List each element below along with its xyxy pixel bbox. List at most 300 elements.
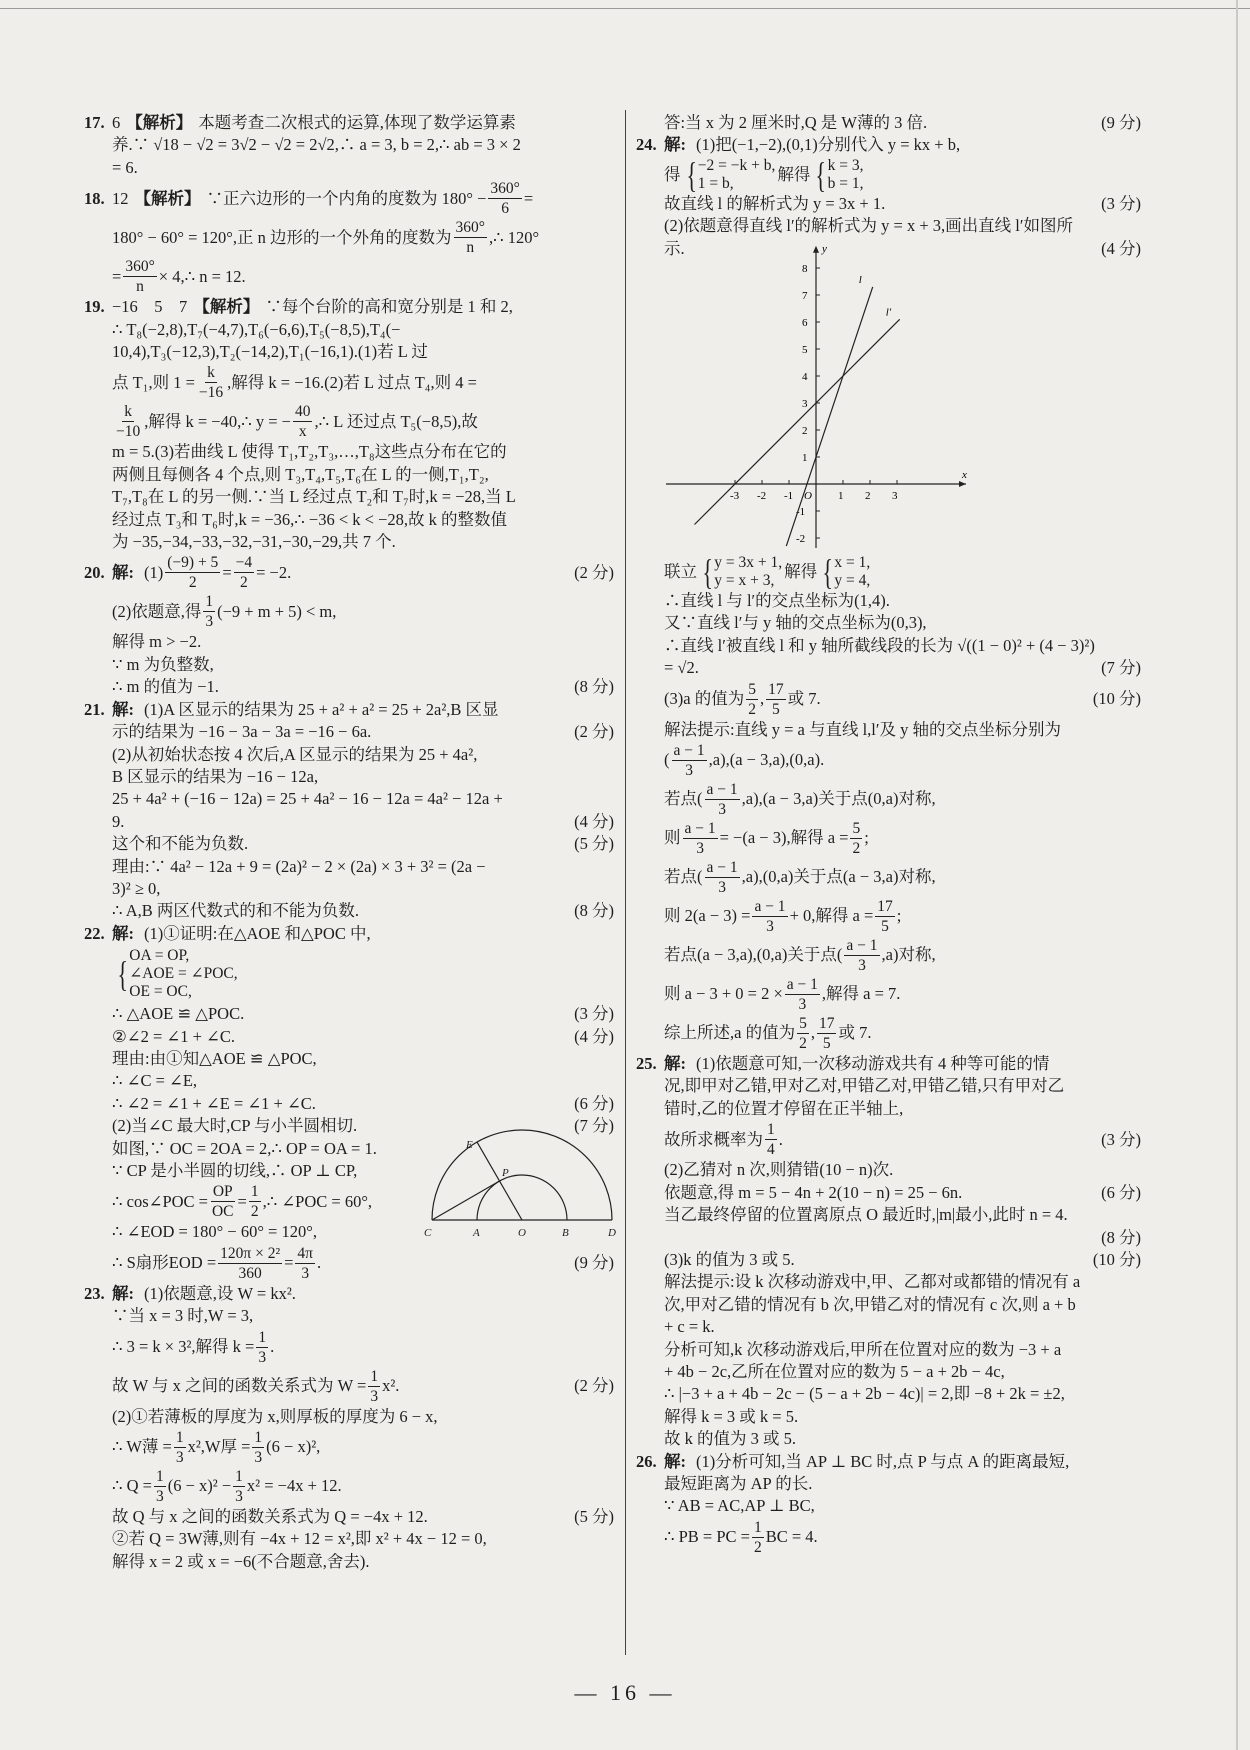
fraction: [705, 858, 740, 897]
score-label: (8 分): [574, 677, 614, 697]
numerator: 4π: [297, 1244, 313, 1262]
question-line: [84, 1283, 614, 1305]
question-number: 18.: [84, 188, 105, 208]
fraction: [850, 819, 862, 858]
text-segment: 解得: [784, 561, 818, 581]
numerator: 40: [294, 403, 311, 421]
numerator: 1: [753, 1518, 762, 1536]
denominator: OC: [211, 1203, 234, 1221]
text-line: [636, 238, 1141, 260]
fraction: [785, 975, 820, 1014]
numerator: 1: [254, 1429, 263, 1447]
score-label: (4 分): [574, 811, 614, 831]
question-line: [636, 1053, 1141, 1075]
text-segment: (3)k 的值为 3 或 5.: [664, 1249, 795, 1269]
fraction: [752, 897, 787, 936]
system-rows: [698, 157, 776, 193]
text-segment: + 4b − 2c,乙所在位置对应的数为 5 − a + 2b − 4c,: [664, 1361, 1005, 1381]
text-line: [84, 592, 614, 631]
denominator: 3: [718, 879, 726, 897]
denominator: 6: [501, 200, 509, 218]
question-line: [84, 553, 614, 592]
denominator: 3: [370, 1387, 379, 1405]
score-label: (3 分): [1101, 193, 1141, 213]
denominator: 3: [858, 957, 866, 975]
text-line: [84, 1328, 614, 1367]
score-label: (2 分): [574, 1375, 614, 1395]
text-line: [636, 552, 1141, 593]
text-segment: 这个和不能为负数.: [112, 834, 249, 854]
fraction: [293, 402, 313, 441]
fraction: [123, 257, 156, 296]
text-segment: ,∴ 120°: [488, 227, 540, 247]
numerator: OP: [212, 1183, 233, 1201]
system-row: y = 3x + 1,: [714, 554, 783, 572]
score-label: (8 分): [574, 901, 614, 921]
system-rows: [828, 157, 864, 193]
text-segment: = 6.: [112, 157, 138, 177]
text-line: [84, 1244, 614, 1283]
y-tick-label: -2: [796, 533, 806, 546]
text-line: [636, 1227, 1141, 1249]
denominator: x: [298, 423, 307, 441]
text-line: [84, 341, 614, 363]
text-line: [84, 363, 614, 402]
text-segment: ∵每个台阶的高和宽分别是 1 和 2,: [265, 297, 513, 317]
fraction: [705, 780, 740, 819]
y-tick-label: 6: [802, 317, 808, 330]
text-line: [84, 531, 614, 553]
text-segment: (2)依题意得直线 l′的解析式为 y = x + 3,画出直线 l′如图所: [664, 216, 1073, 236]
denominator: 2: [250, 1203, 259, 1221]
text-segment: 若点(a − 3,a),(0,a)关于点(: [664, 945, 843, 965]
label-p: P: [502, 1166, 509, 1179]
text-segment: 故 Q 与 x 之间的函数关系式为 Q = −4x + 12.: [112, 1507, 428, 1527]
text-segment: m = 5.(3)若曲线 L 使得 T₁,T₂,T₃,…,T₈这些点分布在它的: [112, 442, 507, 462]
label-a: A: [473, 1226, 480, 1239]
numerator: (−9) + 5: [167, 554, 219, 572]
system-rows: [834, 554, 870, 590]
question-number: 17.: [84, 113, 105, 132]
denominator: −16: [198, 384, 224, 402]
text-segment: BC = 4.: [765, 1527, 818, 1547]
text-line: [84, 1406, 614, 1428]
text-segment: ∴ A,B 两区代数式的和不能为负数.: [112, 901, 360, 921]
scan-edge: [1236, 0, 1238, 1750]
text-segment: 综上所述,a 的值为: [664, 1023, 796, 1043]
numerator: 360°: [125, 258, 155, 276]
text-segment: 本题考查二次根式的运算,体现了数学运算素: [198, 113, 516, 132]
text-segment: ∴ m 的值为 −1.: [112, 677, 219, 697]
text-segment: 12: [112, 188, 129, 208]
text-segment: 故直线 l 的解析式为 y = 3x + 1.: [664, 193, 886, 213]
text-line: [84, 654, 614, 676]
text-segment: ∵ AB = AC,AP ⊥ BC,: [664, 1496, 815, 1516]
denominator: 3: [685, 762, 693, 780]
text-segment: + c = k.: [664, 1317, 715, 1337]
text-line: [636, 193, 1141, 215]
solution-label: 解:: [664, 135, 686, 155]
numerator: k: [207, 364, 215, 382]
fraction: [233, 1467, 245, 1506]
brace-icon: {: [117, 954, 128, 995]
denominator: n: [136, 278, 144, 296]
numerator: 17: [818, 1015, 835, 1033]
text-segment: ∴ |−3 + a + 4b − 2c − (5 − a + 2b − 4c)| = 2,即 −8 + 2k = ±2,: [664, 1384, 1065, 1404]
y-tick-label: 4: [802, 371, 808, 384]
text-segment: 则: [664, 828, 681, 848]
text-line: [84, 1506, 614, 1528]
text-segment: (1)依题意可知,一次移动游戏共有 4 种等可能的情: [696, 1054, 1050, 1074]
numerator: 1: [250, 1183, 259, 1201]
text-line: [84, 1070, 614, 1092]
text-line: [636, 1182, 1141, 1204]
text-line: [84, 1367, 614, 1406]
fraction: [249, 1182, 261, 1221]
text-line: [636, 780, 1141, 819]
tangent-cp: [432, 1181, 500, 1220]
question-number: 26.: [636, 1451, 657, 1471]
text-segment: ,a),(a − 3,a),(0,a).: [708, 750, 825, 770]
text-segment: −16 5 7: [112, 297, 188, 317]
numerator: 5: [799, 1015, 807, 1033]
text-segment: (1)A 区显示的结果为 25 + a² + a² = 25 + 2a²,B 区显: [144, 699, 499, 719]
text-line: [636, 1159, 1141, 1181]
score-label: (8 分): [1101, 1227, 1141, 1247]
text-segment: 解得 x = 2 或 x = −6(不合题意,舍去).: [112, 1551, 370, 1571]
text-segment: 25 + 4a² + (−16 − 12a) = 25 + 4a² − 16 − 12a = 4a² − 12a +: [112, 789, 503, 809]
system-row: b = 1,: [827, 174, 864, 192]
text-line: [636, 1098, 1141, 1120]
score-label: (5 分): [574, 1507, 614, 1527]
text-segment: ∵当 x = 3 时,W = 3,: [112, 1306, 254, 1326]
system-row: k = 3,: [827, 156, 864, 174]
text-line: [636, 819, 1141, 858]
system-rows: [714, 554, 782, 590]
equation-system: [812, 154, 864, 195]
text-line: [84, 631, 614, 653]
text-line: [84, 1026, 614, 1048]
label-b: B: [562, 1226, 569, 1239]
text-segment: 得: [664, 164, 681, 184]
text-line: [84, 402, 614, 441]
denominator: 5: [771, 700, 780, 718]
text-line: [636, 154, 1141, 195]
score-label: (7 分): [1101, 658, 1141, 678]
text-segment: (1)分析可知,当 AP ⊥ BC 时,点 P 与点 A 的距离最短,: [696, 1451, 1070, 1471]
numerator: a − 1: [754, 898, 786, 916]
denominator: 5: [881, 918, 889, 936]
text-line: [636, 657, 1141, 679]
text-line: [84, 1003, 614, 1025]
denominator: 3: [766, 918, 774, 936]
solution-label: 解:: [112, 1283, 134, 1303]
denominator: 2: [852, 840, 861, 858]
denominator: n: [466, 239, 475, 257]
text-segment: .: [270, 1336, 275, 1356]
y-tick-label: 3: [802, 398, 808, 411]
text-segment: B 区显示的结果为 −16 − 12a,: [112, 766, 319, 786]
text-segment: ∴ cos∠POC =: [112, 1191, 208, 1211]
text-segment: (1): [144, 562, 164, 582]
y-axis-label: y: [822, 242, 827, 255]
text-line: [84, 441, 614, 463]
text-segment: ,: [759, 688, 765, 708]
text-line: [84, 1467, 614, 1506]
question-number: 24.: [636, 135, 657, 155]
text-segment: ;: [896, 906, 902, 926]
line-label: l: [858, 273, 862, 286]
score-label: (4 分): [1101, 238, 1141, 258]
text-line: [84, 509, 614, 531]
text-segment: ,解得 k = −16.(2)若 L 过点 T₄,则 4 =: [227, 372, 477, 392]
text-segment: (2)依题意,得: [112, 601, 202, 621]
text-line: [636, 635, 1141, 657]
fraction: [746, 680, 758, 719]
denominator: 360: [238, 1264, 262, 1282]
fraction: [454, 218, 487, 257]
y-tick-label: 7: [802, 290, 808, 303]
numerator: 5: [748, 680, 756, 698]
text-line: [84, 157, 614, 179]
numerator: a − 1: [786, 976, 818, 994]
text-segment: 9.: [112, 811, 125, 831]
system-row: ∠AOE = ∠POC,: [129, 965, 238, 983]
label-d: D: [608, 1226, 616, 1239]
text-segment: =: [284, 1253, 294, 1273]
text-segment: 又∵直线 l′与 y 轴的交点坐标为(0,3),: [664, 613, 927, 633]
numerator: 1: [205, 593, 214, 611]
text-segment: 若点(: [664, 867, 703, 887]
text-line: [636, 936, 1141, 975]
text-segment: ∵正六边形的一个内角的度数为 180° −: [206, 188, 487, 208]
fraction: [154, 1467, 166, 1506]
denominator: 3: [696, 840, 704, 858]
text-segment: (1)把(−1,−2),(0,1)分别代入 y = kx + b,: [696, 135, 961, 155]
text-segment: ,a),(0,a)关于点(a − 3,a)对称,: [741, 867, 936, 887]
denominator: −10: [116, 423, 141, 441]
text-line: [636, 215, 1141, 237]
numerator: −4: [235, 554, 253, 572]
text-segment: =: [237, 1191, 247, 1211]
score-label: (6 分): [1101, 1182, 1141, 1202]
text-line: [84, 878, 614, 900]
fraction: [765, 1120, 777, 1159]
text-segment: ∴ △AOE ≌ △POC.: [112, 1004, 245, 1024]
score-label: (2 分): [574, 562, 614, 582]
numerator: 1: [767, 1121, 775, 1139]
x-tick-label: -2: [757, 490, 767, 503]
text-segment: ;: [864, 828, 869, 848]
text-segment: 解得 k = 3 或 k = 5.: [664, 1406, 799, 1426]
text-segment: ,a),(a − 3,a)关于点(0,a)对称,: [741, 789, 936, 809]
equation-system: [114, 947, 238, 1001]
text-line: [84, 134, 614, 156]
score-label: (10 分): [1092, 1249, 1141, 1269]
denominator: 2: [748, 700, 756, 718]
semicircle-figure: [422, 1138, 622, 1248]
fraction: [817, 1014, 837, 1053]
denominator: 3: [254, 1449, 263, 1467]
brace-icon: {: [822, 552, 833, 593]
text-line: [84, 721, 614, 743]
numerator: a − 1: [706, 859, 738, 877]
text-segment: ,: [810, 1023, 815, 1043]
text-segment: ∴ S扇形EOD =: [112, 1253, 217, 1273]
text-segment: 示的结果为 −16 − 3a − 3a = −16 − 6a.: [112, 722, 372, 742]
text-line: [636, 1120, 1141, 1159]
fraction: [234, 553, 255, 592]
numerator: 360°: [455, 219, 485, 237]
column-divider: [625, 110, 626, 1655]
text-segment: 理由:∵ 4a² − 12a + 9 = (2a)² − 2 × (2a) × 3 + 3² = (2a −: [112, 856, 486, 876]
text-segment: =: [112, 266, 122, 286]
fraction: [752, 1518, 764, 1557]
text-line: [84, 1115, 614, 1137]
text-segment: 故 W 与 x 之间的函数关系式为 W =: [112, 1375, 367, 1395]
text-segment: 解得: [777, 164, 811, 184]
text-segment: 故所求概率为: [664, 1129, 763, 1149]
text-segment: ∴ W薄 =: [112, 1437, 172, 1457]
text-segment: ∴ ∠2 = ∠1 + ∠E = ∠1 + ∠C.: [112, 1093, 316, 1113]
text-segment: 为 −35,−34,−33,−32,−31,−30,−29,共 7 个.: [112, 532, 396, 552]
text-line: [636, 112, 1141, 134]
score-label: (5 分): [574, 834, 614, 854]
text-segment: (2)①若薄板的厚度为 x,则厚板的厚度为 6 − x,: [112, 1406, 438, 1426]
text-line: [84, 1305, 614, 1327]
text-segment: x².: [382, 1375, 400, 1395]
text-segment: 或 7.: [787, 688, 821, 708]
score-label: (3 分): [574, 1004, 614, 1024]
system-row: x = 1,: [834, 554, 871, 572]
text-line: [84, 856, 614, 878]
numerator: 1: [155, 1468, 164, 1486]
label-c: C: [424, 1226, 432, 1239]
text-segment: 示.: [664, 238, 685, 258]
text-line: [84, 1551, 614, 1573]
text-line: [636, 590, 1141, 612]
text-line: [636, 1075, 1141, 1097]
line-l: [786, 287, 872, 546]
text-segment: 或 7.: [838, 1023, 872, 1043]
text-line: [636, 897, 1141, 936]
fraction: [683, 819, 718, 858]
label-e: E: [466, 1138, 473, 1151]
text-line: [636, 1271, 1141, 1293]
text-line: [84, 319, 614, 341]
text-segment: 解得 m > −2.: [112, 632, 202, 652]
x-tick-label: 3: [892, 490, 898, 503]
fraction: [218, 1244, 282, 1283]
x-axis-label: x: [962, 469, 967, 482]
text-segment: + 0,解得 a =: [789, 906, 874, 926]
numerator: 1: [175, 1429, 184, 1447]
text-segment: (: [664, 750, 670, 770]
text-line: [84, 766, 614, 788]
text-line: [84, 811, 614, 833]
text-line: [636, 680, 1141, 719]
question-number: 23.: [84, 1283, 105, 1303]
text-segment: ∴ 3 = k × 3²,解得 k =: [112, 1336, 255, 1356]
text-line: [636, 1473, 1141, 1495]
question-line: [84, 112, 614, 134]
fraction: [368, 1367, 380, 1406]
solution-label: 解:: [664, 1451, 686, 1471]
system-row: y = 4,: [834, 572, 871, 590]
text-segment: 错时,乙的位置才停留在正半轴上,: [664, 1098, 904, 1118]
text-line: [84, 744, 614, 766]
text-segment: ∴ ∠C = ∠E,: [112, 1071, 198, 1091]
numerator: 5: [852, 820, 861, 838]
text-line: [636, 1294, 1141, 1316]
text-segment: ,∴ L 还过点 T₅(−8,5),故: [314, 411, 478, 431]
text-line: [84, 218, 614, 257]
text-segment: 当乙最终停留的位置离原点 O 最近时,|m|最小,此时 n = 4.: [664, 1205, 1068, 1225]
numerator: k: [124, 403, 132, 421]
text-line: [636, 1316, 1141, 1338]
x-axis-arrow: [959, 481, 966, 487]
text-segment: 10,4),T₃(−12,3),T₂(−14,2),T₁(−16,1).(1)若 L 过: [112, 342, 428, 362]
text-segment: ∴直线 l 与 l′的交点坐标为(1,4).: [664, 591, 890, 611]
text-segment: (6 − x)² −: [167, 1476, 232, 1496]
text-segment: 如图,∵ OC = 2OA = 2,∴ OP = OA = 1.: [112, 1138, 377, 1158]
numerator: a − 1: [706, 781, 738, 799]
text-segment: ∴ Q =: [112, 1476, 152, 1496]
text-segment: 解法提示:直线 y = a 与直线 l,l′及 y 轴的交点坐标分别为: [664, 719, 1061, 739]
fraction: [174, 1428, 186, 1467]
text-segment: ∵ m 为负整数,: [112, 654, 214, 674]
text-line: [636, 1518, 1141, 1557]
question-line: [84, 699, 614, 721]
fraction: [875, 897, 895, 936]
text-segment: = −(a − 3),解得 a =: [719, 828, 849, 848]
denominator: 3: [205, 613, 214, 631]
text-line: [636, 1204, 1141, 1226]
text-segment: ,∴ ∠POC = 60°,: [262, 1191, 373, 1211]
numerator: 17: [768, 680, 784, 698]
fraction: [844, 936, 879, 975]
text-segment: (2)乙猜对 n 次,则猜错(10 − n)次.: [664, 1160, 894, 1180]
denominator: 3: [301, 1264, 310, 1282]
y-tick-label: -1: [796, 506, 806, 519]
text-segment: .: [317, 1253, 322, 1273]
denominator: 3: [258, 1348, 267, 1366]
text-line: [84, 486, 614, 508]
text-line: [84, 1428, 614, 1467]
y-tick-label: 1: [802, 452, 808, 465]
numerator: 17: [877, 898, 893, 916]
text-line: [636, 858, 1141, 897]
equation-system: [683, 154, 776, 195]
text-line: [84, 1093, 614, 1115]
text-segment: x² = −4x + 12.: [246, 1476, 342, 1496]
text-segment: 经过点 T₃和 T₆时,k = −36,∴ −36 < k < −28,故 k 的整数值: [112, 509, 507, 529]
text-segment: 解法提示:设 k 次移动游戏中,甲、乙都对或都错的情况有 a: [664, 1272, 1081, 1292]
denominator: 5: [822, 1035, 831, 1053]
text-segment: ②若 Q = 3W薄,则有 −4x + 12 = x²,即 x² + 4x − 12 = 0,: [112, 1529, 487, 1549]
denominator: 3: [175, 1449, 184, 1467]
denominator: 3: [235, 1488, 243, 1506]
text-line: [636, 719, 1141, 741]
fraction: [488, 179, 521, 218]
denominator: 2: [188, 574, 197, 592]
numerator: a − 1: [846, 937, 878, 955]
fraction: [797, 1014, 809, 1053]
numerator: a − 1: [673, 742, 705, 760]
analysis-label: 【解析】: [126, 113, 193, 132]
text-segment: (6 − x)²,: [266, 1437, 321, 1457]
question-number: 19.: [84, 297, 105, 317]
